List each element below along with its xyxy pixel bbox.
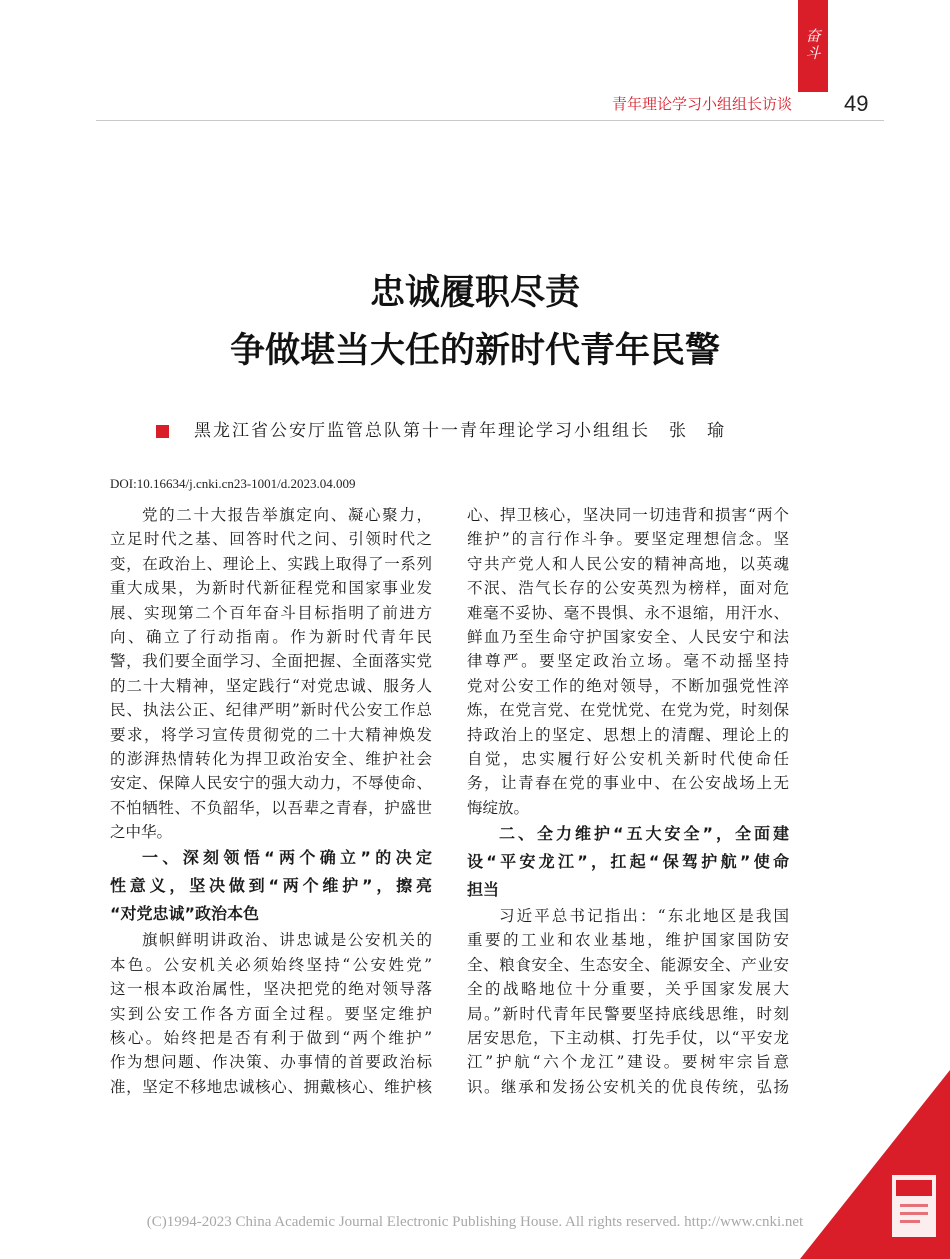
body-line: 悔绽放。 [467, 798, 530, 817]
body-line: 作为想问题、作决策、办事情的首要政治标 [110, 1053, 432, 1072]
body-line: 炼，在党言党、在党忧党、在党为党，时刻保 [467, 701, 789, 720]
body-line: 民、执法公正、纪律严明”新时代公安工作总 [110, 701, 432, 720]
section-heading-1: 性意义，坚决做到“两个维护”，擦亮 [110, 876, 432, 896]
body-line: 居安思危，下主动棋、打先手仗，以“平安龙 [467, 1029, 789, 1048]
body-line: 立足时代之基、回答时代之问、引领时代之 [110, 530, 432, 549]
body-line: 这一根本政治属性，坚决把党的绝对领导落 [110, 980, 432, 999]
header-rule [96, 120, 884, 121]
body-line: 不怕牺牲、不负韶华，以吾辈之青春，护盛世 [110, 798, 432, 817]
article-title-line1: 忠诚履职尽责 [369, 272, 580, 313]
body-line: 江”护航“六个龙江”建设。要树牢宗旨意 [467, 1053, 789, 1072]
body-line: 局。”新时代青年民警要坚持底线思维，时刻 [467, 1004, 789, 1023]
left-column [110, 503, 432, 1099]
body-line: 展、实现第二个百年奋斗目标指明了前进方 [110, 603, 432, 622]
body-line: 维护”的言行作斗争。要坚定理想信念。坚 [467, 530, 789, 549]
body-line: 鲜血乃至生命守护国家安全、人民安宁和法 [467, 627, 789, 646]
body-line: 全的战略地位十分重要，关乎国家发展大 [467, 980, 789, 999]
byline-marker [156, 425, 169, 438]
body-line: 向、确立了行动指南。作为新时代青年民 [110, 627, 432, 646]
section-heading-1: 一、深刻领悟“两个确立”的决定 [142, 848, 432, 868]
body-line: 本色。公安机关必须始终坚持“公安姓党” [110, 955, 432, 974]
section-heading-1: “对党忠诚”政治本色 [110, 904, 260, 924]
body-line: 的澎湃热情转化为捍卫政治安全、维护社会 [110, 749, 432, 768]
body-line: 旗帜鲜明讲政治、讲忠诚是公安机关的 [142, 931, 432, 950]
body-line: 心、捍卫核心，坚决同一切违背和损害“两个 [467, 506, 789, 524]
body-line: 之中华。 [110, 823, 173, 842]
body-line: 实到公安工作各方面全过程。要坚定维护 [110, 1004, 432, 1023]
body-line: 安定、保障人民安宁的强大动力，不辱使命、 [110, 774, 432, 793]
page-number: 49 [844, 91, 869, 116]
body-line: 持政治上的坚定、思想上的清醒、理论上的 [467, 725, 789, 744]
body-line: 守共产党人和人民公安的精神高地，以英魂 [467, 554, 789, 573]
body-line: 全、粮食安全、生态安全、能源安全、产业安 [467, 955, 789, 974]
section-heading-2: 二、全力维护“五大安全”，全面建 [499, 824, 789, 844]
body-line: 要求，将学习宣传贯彻党的二十大精神焕发 [110, 725, 432, 744]
right-column [467, 503, 789, 1099]
body-line: 重要的工业和农业基地，维护国家国防安 [467, 931, 789, 950]
journal-logo: 奋斗 [805, 27, 821, 62]
body-line: 重大成果，为新时代新征程党和国家事业发 [110, 579, 432, 598]
section-heading-2: 担当 [467, 880, 500, 900]
body-line: 变，在政治上、理论上、实践上取得了一系列 [110, 554, 432, 573]
body-line: 党的二十大报告举旗定向、凝心聚力， [142, 506, 432, 524]
body-line: 不泯、浩气长存的公安英烈为榜样，面对危 [467, 579, 789, 598]
body-line: 警，我们要全面学习、全面把握、全面落实党 [110, 652, 432, 671]
body-line: 核心。始终把是否有利于做到“两个维护” [110, 1029, 432, 1048]
doi: DOI:10.16634/j.cnki.cn23-1001/d.2023.04.009 [110, 476, 356, 491]
body-line: 的二十大精神，坚定践行“对党忠诚、服务人 [110, 676, 432, 695]
body-line: 难毫不妥协、毫不畏惧、永不退缩，用汗水、 [467, 603, 789, 622]
body-line: 准，坚定不移地忠诚核心、拥戴核心、维护核 [110, 1077, 432, 1096]
body-line: 自觉，忠实履行好公安机关新时代使命任 [467, 749, 789, 768]
section-heading-2: 设“平安龙江”，扛起“保驾护航”使命 [467, 852, 789, 872]
body-line: 律尊严。要坚定政治立场。毫不动摇坚持 [467, 652, 789, 671]
body-line: 识。继承和发扬公安机关的优良传统，弘扬 [467, 1077, 789, 1096]
body-line: 党对公安工作的绝对领导，不断加强党性淬 [467, 676, 789, 695]
body-line: 习近平总书记指出：“东北地区是我国 [499, 907, 789, 926]
byline: 黑龙江省公安厅监管总队第十一青年理论学习小组组长 张 瑜 [194, 421, 726, 441]
body-line: 务，让青春在党的事业中、在公安战场上无 [467, 774, 789, 793]
corner-tab [798, 0, 828, 92]
copyright-footer: (C)1994-2023 China Academic Journal Electronic Publishing House. All rights reserved. http://www.cnki.net [146, 1214, 804, 1230]
column-name: 青年理论学习小组组长访谈 [612, 95, 793, 113]
article-title-line2: 争做堪当大任的新时代青年民警 [229, 330, 720, 371]
